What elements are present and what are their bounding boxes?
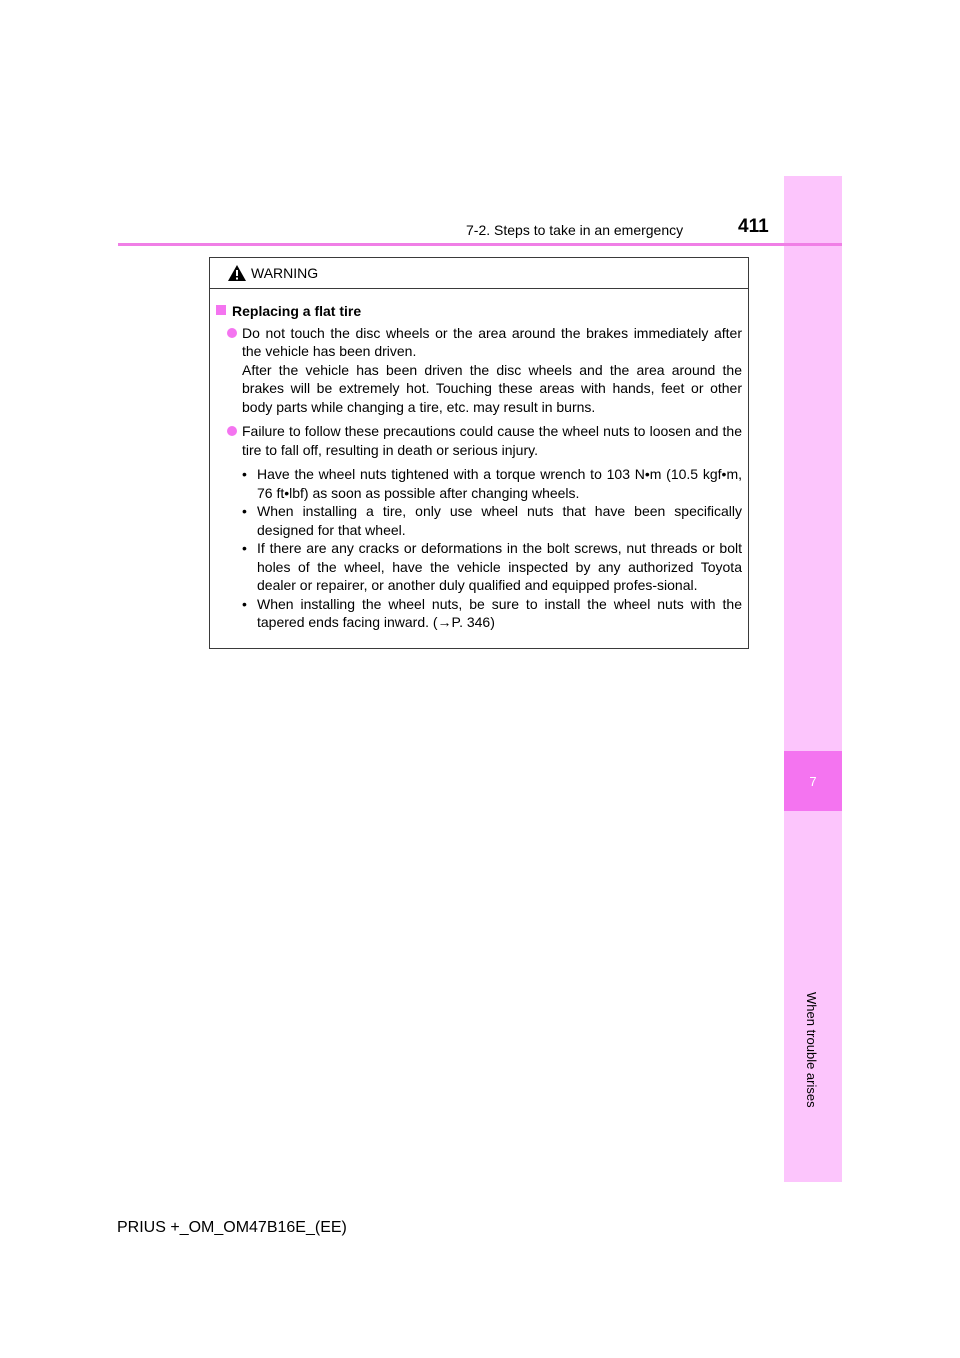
chapter-side-tab	[784, 176, 842, 1182]
sub-item: • Have the wheel nuts tightened with a torque wrench to 103 N•m (10.5 kgf•m, 76 ft•lbf) as soon as possible after changing wheels.	[242, 466, 742, 501]
sub-item: • If there are any cracks or deformations in the bolt screws, nut threads or bolt holes of the wheel, have the vehicle inspected by any authorized Toyota dealer or repairer, or another duly qualified and equipped profes-sional.	[242, 540, 742, 593]
page-number: 411	[738, 216, 769, 237]
sub-item-text: When installing a tire, only use wheel nuts that have been specifically designed for that wheel.	[257, 503, 742, 538]
header-rule	[118, 243, 842, 246]
sub-item-text: When installing the wheel nuts, be sure to install the wheel nuts with the tapered ends facing inward. (→P. 346)	[257, 595, 742, 630]
sub-item-text: Have the wheel nuts tightened with a torque wrench to 103 N•m (10.5 kgf•m, 76 ft•lbf) as soon as possible after changing wheels.	[257, 466, 742, 501]
sub-item-list	[242, 465, 742, 632]
bullet-text: After the vehicle has been driven the disc wheels and the area around the brakes will be extremely hot. Touching these areas with hands, feet or other body parts while changing a tire, etc. may result in burns.	[242, 361, 742, 415]
footer-doc-code: PRIUS +_OM_OM47B16E_(EE)	[117, 1219, 347, 1236]
round-bullet-icon	[227, 328, 237, 338]
section-title: 7-2. Steps to take in an emergency	[466, 222, 684, 238]
sub-item: • When installing a tire, only use wheel nuts that have been specifically designed for that wheel.	[242, 503, 742, 538]
sub-item-text: If there are any cracks or deformations in the bolt screws, nut threads or bolt holes of the wheel, have the vehicle inspected by any authorized Toyota dealer or repairer, or another duly qualified and equipped profes-sional.	[257, 540, 742, 593]
warning-triangle-icon	[227, 264, 247, 282]
sub-item: • When installing the wheel nuts, be sure to install the wheel nuts with the tapered ends facing inward. (→P. 346)	[242, 595, 742, 630]
warning-title: WARNING	[251, 265, 319, 281]
warning-heading	[216, 302, 742, 321]
bullet-text: Failure to follow these precautions could cause the wheel nuts to loosen and the tire to fall off, resulting in death or serious injury.	[242, 423, 742, 458]
square-bullet-icon	[216, 305, 226, 315]
bullet-item	[216, 324, 742, 417]
warning-heading-text: Replacing a flat tire	[232, 303, 362, 319]
chapter-number: 7	[784, 751, 842, 811]
warning-header	[210, 258, 748, 289]
warning-body	[210, 289, 748, 632]
bullet-text: Do not touch the disc wheels or the area around the brakes immediately after the vehicle has been driven.	[242, 324, 742, 359]
warning-box	[209, 257, 749, 649]
bullet-item	[216, 422, 742, 459]
round-bullet-icon	[227, 426, 237, 436]
chapter-label: When trouble arises	[804, 992, 819, 1108]
